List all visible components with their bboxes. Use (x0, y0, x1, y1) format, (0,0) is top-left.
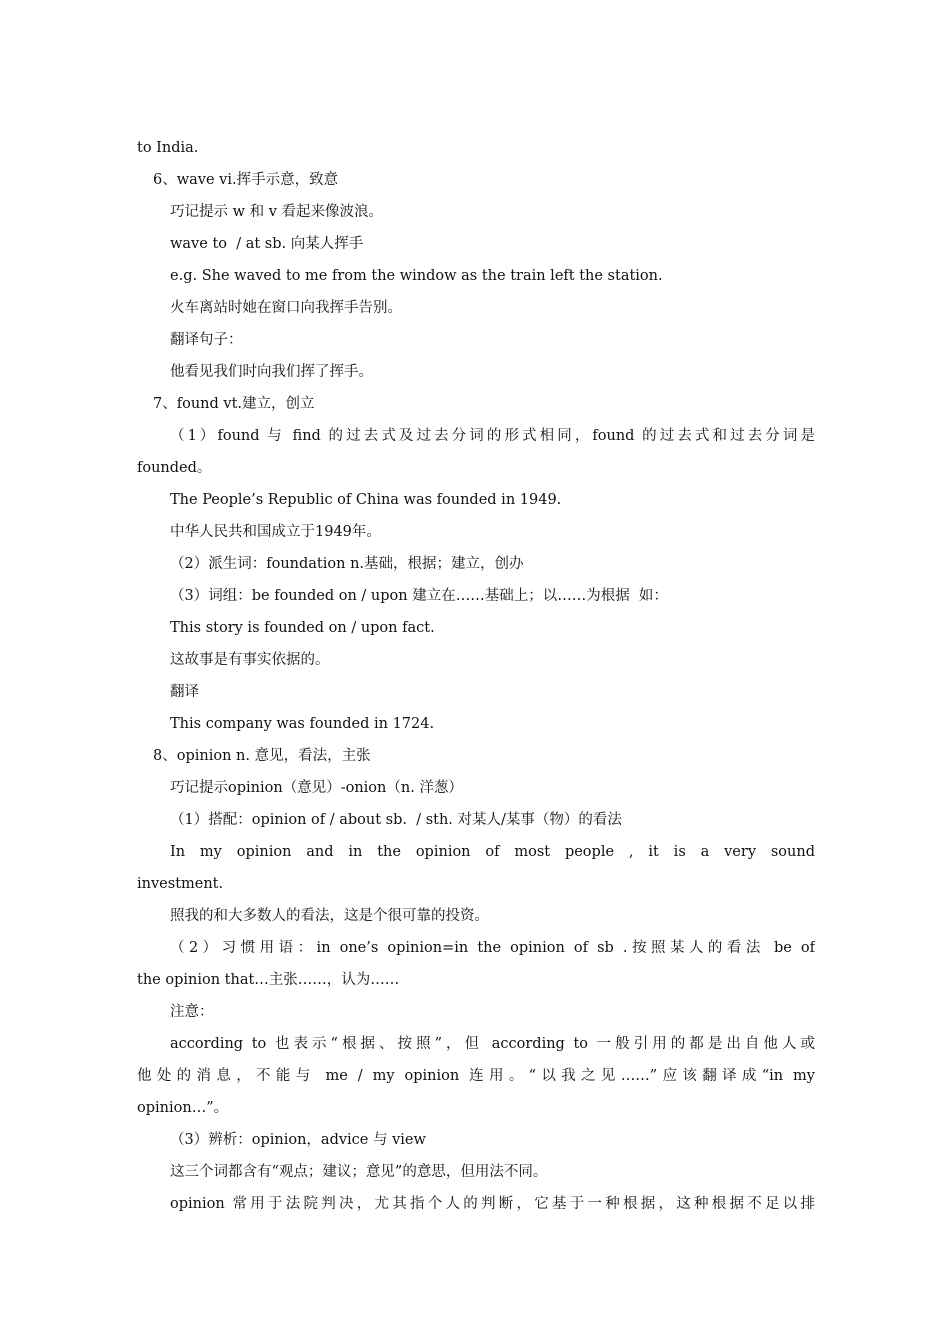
text-line: 照我的和大多数人的看法，这是个很可靠的投资。 (170, 908, 489, 924)
text-line: 这三个词都含有“观点；建议；意见”的意思，但用法不同。 (170, 1164, 548, 1180)
text-line: （1）搭配：opinion of / about sb. / sth. 对某人/某事（物）的看法 (170, 812, 622, 828)
text-line: 翻译句子： (170, 332, 243, 348)
text-line: In my opinion and in the opinion of most people , it is a very sound (170, 844, 815, 860)
text-line: （2）习惯用语：in one’s opinion=in the opinion of sb .按照某人的看法 be of (170, 940, 815, 956)
text-line: founded。 (137, 460, 212, 476)
text-line: opinion…”。 (137, 1100, 229, 1116)
text-line: （3）辨析：opinion，advice 与 view (170, 1132, 426, 1148)
text-line: 注意： (170, 1004, 214, 1020)
text-line: 他处的消息，不能与 me / my opinion 连用。“以我之见……”应该翻译成“in my (137, 1068, 815, 1084)
text-line: （3）词组：be founded on / upon 建立在……基础上；以……为根据 如： (170, 588, 668, 604)
text-line: the opinion that…主张……，认为…… (137, 972, 400, 988)
text-line: opinion 常用于法院判决，尤其指个人的判断，它基于一种根据，这种根据不足以排 (170, 1196, 815, 1212)
text-line: 火车离站时她在窗口向我挥手告别。 (170, 300, 402, 316)
text-line: 中华人民共和国成立于1949年。 (170, 524, 381, 540)
text-line: This story is founded on / upon fact. (170, 620, 435, 636)
text-line: 翻译 (170, 684, 199, 700)
document-body (137, 137, 815, 1225)
text-line: 7、found vt.建立，创立 (153, 396, 315, 412)
text-line: （2）派生词：foundation n.基础，根据；建立，创办 (170, 556, 524, 572)
text-line: 这故事是有事实依据的。 (170, 652, 330, 668)
text-line: to India. (137, 140, 199, 156)
text-line: 8、opinion n. 意见，看法，主张 (153, 748, 371, 764)
text-line: 巧记提示 w 和 v 看起来像波浪。 (170, 204, 384, 220)
text-line: 他看见我们时向我们挥了挥手。 (170, 364, 373, 380)
text-line: e.g. She waved to me from the window as the train left the station. (170, 268, 663, 284)
text-line: according to 也表示“根据、按照”，但 according to 一般引用的都是出自他人或 (170, 1036, 815, 1052)
text-line: 6、wave vi.挥手示意，致意 (153, 172, 339, 188)
text-line: The People’s Republic of China was founded in 1949. (170, 492, 562, 508)
text-line: This company was founded in 1724. (170, 716, 435, 732)
text-line: 巧记提示opinion（意见）-onion（n. 洋葱） (170, 780, 463, 796)
text-line: （1）found 与 find 的过去式及过去分词的形式相同，found 的过去式和过去分词是 (170, 428, 815, 444)
text-line: wave to / at sb. 向某人挥手 (170, 236, 364, 252)
text-line: investment. (137, 876, 224, 892)
